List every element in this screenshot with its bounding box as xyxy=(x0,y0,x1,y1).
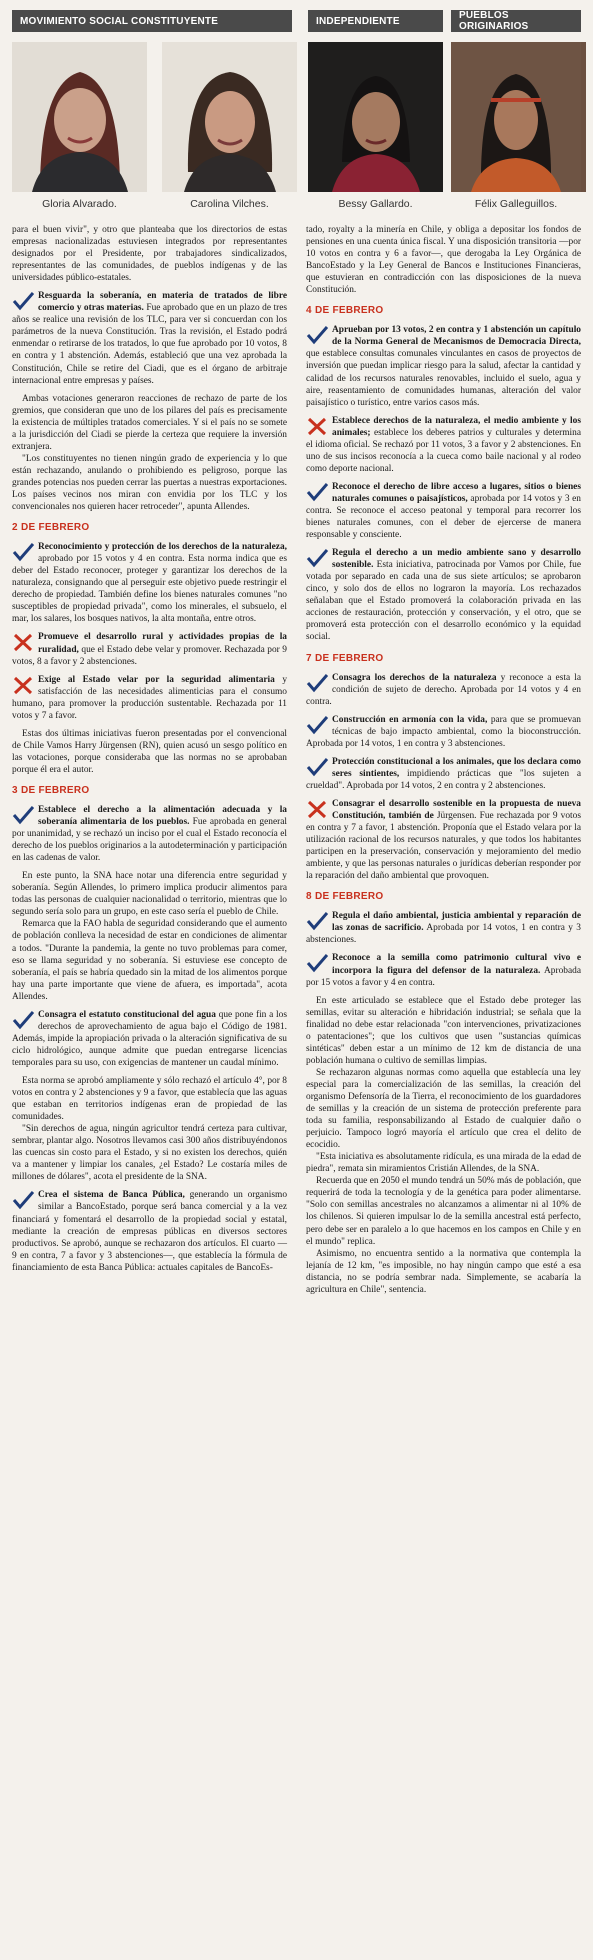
item-title: Establece el derecho a la alimentación adecuada y la soberanía alimentaria de los pueblos. xyxy=(38,805,287,828)
list-item xyxy=(306,324,581,408)
article-column-left xyxy=(12,224,287,1280)
check-icon xyxy=(12,805,34,825)
paragraph: "Sin derechos de agua, ningún agricultor tendrá certeza para cultivar, sembrar, plantar algo. Nosotros llevamos casi 300 años distribuyéndonos las cuencas sin costo para el Estado, y si no existen los derechos, quién va a mantener y limpiar los canales, ¿el Estado? Le costaría miles de millones de dólares", acota el presidente de la SNA. xyxy=(12,1124,287,1183)
caption-3: Bessy Gallardo. xyxy=(338,198,413,210)
portrait-photo-2 xyxy=(162,42,297,192)
item-title: Regula el derecho a un medio ambiente sano y desarrollo sostenible. xyxy=(332,548,581,571)
caption-4: Félix Galleguillos. xyxy=(474,198,558,210)
paragraph: "Esta iniciativa es absolutamente ridícula, es una mirada de la edad de piedra", remata sin miramientos Cristián Allendes, de la SNA. xyxy=(306,1152,581,1175)
item-title: Consagra los derechos de la naturaleza xyxy=(332,672,497,683)
paragraph: En este punto, la SNA hace notar una diferencia entre seguridad y soberanía. Según Allendes, lo primero implica producir alimentos para todas las personas de cualquier nacionalidad o territorio, mientras que lo segundo sería solo para un grupo, en este caso sería el pueblo de Chile. xyxy=(12,871,287,918)
list-item xyxy=(306,756,581,792)
list-item xyxy=(306,952,581,988)
paragraph: En este articulado se establece que el Estado debe proteger las semillas, evitar su alteración e hibridación industrial; se señala que la finalidad no debe estar relacionada "con intervenciones, privatizaciones o patentaciones"; que los cultivos que usen "sustancias químicas sintéticas" deben estar a un mínimo de 12 km de distancia de una población humana o cultivo de semillas limpias. xyxy=(306,995,581,1066)
item-text: y satisfacción de las necesidades alimenticias para el consumo humano, para promover la producción sustentable. Rechazada por 11 votos y 7 a favor. xyxy=(12,674,287,721)
paragraph: Estas dos últimas iniciativas fueron presentadas por el convencional de Chile Vamos Harry Jürgensen (RN), quien acusó un sesgo político en las votaciones, porque consideraba que las normas no se aprobaban porque él era el autor. xyxy=(12,728,287,775)
item-title: Reconocimiento y protección de los derechos de la naturaleza, xyxy=(38,542,287,553)
date-heading: 4 DE FEBRERO xyxy=(306,305,384,317)
item-text: aprobado por 15 votos y 4 en contra. Esta norma indica que es deber del Estado reconocer, proteger y garantizar los derechos de la naturaleza, consignando que al perseguir este objetivo puede restringir el derecho de propiedad. También define los bienes naturales comunes "no susceptibles de propiedad privada", como los minerales, el subsuelo, el mar, los salares, los bosques nativos, la alta montaña, entre otros. xyxy=(12,554,287,625)
section-label-independent: INDEPENDIENTE xyxy=(308,10,443,32)
list-item xyxy=(306,481,581,541)
item-text: Jürgensen. Fue rechazada por 9 votos en contra y 7 a favor, 1 abstención. Proponía que el Estado velara por la utilización racional de los recursos naturales, y que todos los habitantes participen en la preservación, conservación y mejoramiento del medio ambiente, y que las personas naturales o jurídicas deberían responder por la reparación del daño ambiental que provoquen. xyxy=(306,811,581,882)
list-item xyxy=(12,804,287,864)
date-heading: 8 DE FEBRERO xyxy=(306,891,384,903)
check-icon xyxy=(12,542,34,562)
item-text: Fue aprobado que en un plazo de tres años se realice una revisión de los TLC, para ver si concuerdan con los parámetros de la nueva Constitución. Tras la revisión, el Estado podrá enmendar o retirarse de los tratados, lo que fue aprobado por 10 votos, 8 en contra y 1 abstención. Además, estableció que una vez aprobada la Constitución, Chile se retire del Ciadi, que es el órgano de arbitraje internacional entre empresas y países. xyxy=(12,303,288,386)
paragraph: para el buen vivir", y otro que planteaba que los directorios de estas empresas nacionalizadas estuviesen integrados por representantes designados por el Presidente, por trabajadores sindicalizados, representantes de las comunidades, de pueblos indígenas y de las universidades público-estatales. xyxy=(12,225,287,284)
list-item xyxy=(306,547,581,643)
list-item xyxy=(306,798,581,882)
item-text: Aprobada por 15 votos a favor y 4 en contra. xyxy=(306,965,581,988)
list-item xyxy=(12,1189,287,1273)
article-column-right xyxy=(306,224,581,1296)
item-title: Promueve el desarrollo rural y actividades propias de la ruralidad, xyxy=(38,632,287,655)
item-title: Construcción en armonía con la vida, xyxy=(332,714,488,725)
caption-1: Gloria Alvarado. xyxy=(42,198,117,210)
item-text: que pone fin a los derechos de aprovechamiento de agua bajo el Código de 1981. Además, impide la apropiación privada o la alteración significativa de su ciclo hidrológico, aunque admite que puedan entregarse licencias temporales para su uso, con exigencias de mantener un caudal mínimo. xyxy=(12,1009,287,1068)
item-text: Aprobada por 14 votos, 1 en contra y 3 abstenciones. xyxy=(306,923,581,946)
paragraph: Ambas votaciones generaron reacciones de rechazo de parte de los gremios, que consideran que uno de los pilares del país es precisamente la existencia de múltiples tratados comerciales. Y si el país no se somete a la jurisdicción del Ciadi se pierde la certeza que requiere la inversión extranjera. xyxy=(12,393,287,452)
check-icon xyxy=(12,1190,34,1210)
item-title: Aprueban por 13 votos, 2 en contra y 1 abstención un capítulo de la Norma General de Mecanismos de Democracia Directa, xyxy=(332,325,581,348)
x-mark-icon xyxy=(12,632,34,652)
paragraph: Esta norma se aprobó ampliamente y sólo rechazó el artículo 4°, por 8 votos en contra y 2 abstenciones y 9 a favor, que establecía que las aguas que estaban en territorios indígenas eran de propiedad de las comunidades. xyxy=(12,1076,287,1123)
check-icon xyxy=(306,757,328,777)
item-title: Exige al Estado velar por la seguridad alimentaria xyxy=(38,674,275,685)
portrait-photo-4 xyxy=(451,42,586,192)
list-item xyxy=(306,910,581,946)
item-title: Resguarda la soberanía, en materia de tratados de libre comercio y otras materias. xyxy=(38,291,287,314)
item-text: aprobada por 14 votos y 3 en contra. Se reconoce el acceso peatonal y temporal para recorrer los bienes naturales comunes, con el deber de ejercerse de manera responsable y consciente. xyxy=(306,493,581,541)
check-icon xyxy=(306,911,328,931)
item-text: y reconoce a esta la condición de sujeto de derecho. Aprobada por 14 votos y 4 en contra. xyxy=(306,672,581,707)
check-icon xyxy=(306,953,328,973)
item-title: Regula el daño ambiental, justicia ambiental y reparación de las zonas de sacrificio. xyxy=(332,911,581,934)
section-label-social-movement: MOVIMIENTO SOCIAL CONSTITUYENTE xyxy=(12,10,292,32)
item-title: Reconoce el derecho de libre acceso a lugares, sitios o bienes naturales comunes o paisajísticos, xyxy=(332,481,581,504)
list-item xyxy=(12,290,287,386)
check-icon xyxy=(306,715,328,735)
x-mark-icon xyxy=(306,799,328,819)
item-title: Crea el sistema de Banca Pública, xyxy=(38,1190,185,1201)
item-title: Consagra el estatuto constitucional del agua xyxy=(38,1009,216,1020)
item-text: establece los deberes patrios y culturales y determina el idioma oficial. Se rechazó por 11 votos, 3 a favor y 2 abstenciones. En uno de sus incisos reconocía a la cueca como baile nacional y al rodeo como deporte nacional. xyxy=(306,427,581,474)
caption-2: Carolina Vilches. xyxy=(190,198,269,210)
item-text: generando un organismo similar a BancoEstado, porque será banca comercial y a la vez financiará y fomentará el desarrollo de la propiedad social y estatal, mediante la creación de empresas públicas en diversos sectores productivos. Se aprobó, aunque se rechazaron dos artículos. El cuarto —9 en contra, 7 a favor y 3 abstenciones—, que establecía la fórmula de financiamiento de esta Banca Pública: actuales capitales de BancoEs- xyxy=(12,1190,288,1273)
item-title: Reconoce a la semilla como patrimonio cultural vivo e incorpora la figura del defensor de la naturaleza. xyxy=(332,953,581,976)
check-icon xyxy=(306,482,328,502)
item-text: impidiendo prácticas que "los sujeten a crueldad". Aprobada por 14 votos, 2 en contra y 2 abstenciones. xyxy=(306,768,581,791)
check-icon xyxy=(12,1010,34,1030)
x-mark-icon xyxy=(12,675,34,695)
list-item xyxy=(12,541,287,625)
list-item xyxy=(306,415,581,475)
list-item xyxy=(306,714,581,750)
check-icon xyxy=(306,325,328,345)
item-text: que el Estado debe velar y promover. Rechazada por 9 votos, 8 a favor y 2 abstenciones. xyxy=(12,644,287,667)
portrait-photo-3 xyxy=(308,42,443,192)
list-item xyxy=(12,1009,287,1069)
item-title: Establece derechos de la naturaleza, el medio ambiente y los animales; xyxy=(332,415,581,438)
section-label-indigenous: PUEBLOS ORIGINARIOS xyxy=(451,10,581,32)
date-heading: 2 DE FEBRERO xyxy=(12,522,90,534)
paragraph: tado, royalty a la minería en Chile, y obliga a depositar los fondos de pensiones en una cuenta única fiscal. Y una disposición transitoria —por 10 votos en contra y 6 a favor—, que derogaba la Ley Orgánica de BancoEstado y la Ley General de Bancos e Instituciones Financieras, que estuvieran en contradicción con las disposiciones de la nueva Constitución. xyxy=(306,225,581,296)
date-heading: 3 DE FEBRERO xyxy=(12,784,90,796)
check-icon xyxy=(306,548,328,568)
item-title: Consagrar el desarrollo sostenible en la propuesta de nueva Constitución, también de xyxy=(332,798,581,822)
paragraph: Recuerda que en 2050 el mundo tendrá un 50% más de población, que requerirá de toda la tecnología y de la genética para poder alimentarse. "Solo con semillas ancestrales no alcanzamos a alimentar ni al 10% de los chilenos. Si quieren impulsar lo de la semilla ancestral está perfecto, pero debe ser en paralelo a lo que hacemos en los campos en Chile y en el mundo" replica. xyxy=(306,1176,581,1247)
check-icon xyxy=(12,291,34,311)
list-item xyxy=(306,672,581,708)
item-text: que establece consultas comunales vinculantes en casos de proyectos de inversión que puedan implicar riesgo para la salud, afectar la cantidad y calidad de los recursos naturales renovables, incluido el suelo, agua y aire, reasentamiento de comunidades humanas, alteración del valor paisajístico o turístico, entre varios casos más. xyxy=(306,349,581,408)
paragraph: Se rechazaron algunas normas como aquella que establecía una ley especial para la comercialización de las semillas, la creación del organismo Defensoría de la Tierra, el reconocimiento de los guardadores de semillas y la creación de un sistema de protección preferente para toda su familia, responsabilizando al Estado de cualquier daño o perjuicio. Tampoco logró mayoría el artículo que crea el delito de ecocidio. xyxy=(306,1067,581,1151)
item-text: Esta iniciativa, patrocinada por Vamos por Chile, fue votada por separado en cada una de sus siete artículos; se aprobaron cinco, y solo dos de ellos no lograron la mayoría. Los rechazados señalaban que el Estado promoverá la colaboración privada en las acciones de restauración, protección y conservación, y el otro, que se promoverá esta protección con el desarrollo económico y la equidad social. xyxy=(306,560,581,643)
x-mark-icon xyxy=(306,416,328,436)
paragraph: Remarca que la FAO habla de seguridad considerando que el aumento de población conlleva la necesidad de estar en condiciones de alimentar a todos. "Durante la pandemia, la gente no tuvo problemas para comer, eso se llama seguridad y no soberanía. Si estuviese ese concepto de soberanía, el país se habría quedado sin la mitad de los alimentos porque hay una parte importante que viene de afuera, es importada", acota Allendes. xyxy=(12,919,287,1002)
list-item xyxy=(12,674,287,722)
item-title: Protección constitucional a los animales, que los declara como seres sintientes, xyxy=(332,756,581,779)
item-text: Fue aprobada en general por unanimidad, y se rechazó un inciso por el cual el Estado reconocía el derecho de los pueblos originarios a la autodeterminación y participación en las cadenas de valor. xyxy=(12,817,287,864)
list-item xyxy=(12,631,287,667)
paragraph: "Los constituyentes no tienen ningún grado de experiencia y lo que están rechazando, anulando o prohibiendo es peligroso, porque las grandes potencias nos pueden cerrar las puertas a nuestras exportaciones. Los países vecinos nos miran con envidia por los TLC y los convencionales nos quieren hacer retroceder", apunta Allendes. xyxy=(12,453,287,513)
check-icon xyxy=(306,673,328,693)
portrait-photo-1 xyxy=(12,42,147,192)
date-heading: 7 DE FEBRERO xyxy=(306,652,384,664)
paragraph: Asimismo, no encuentra sentido a la normativa que contempla la lejanía de 12 km, "es imposible, no hay ningún campo que esté a esa distancia, no se podría sembrar nada. Simplemente, se acabaría la agricultura en Chile", sentencia. xyxy=(306,1248,581,1295)
item-text: para que se promuevan técnicas de bajo impacto ambiental, como la bioconstrucción. Aprobada por 14 votos, 1 en contra y 3 abstenciones. xyxy=(306,714,581,749)
